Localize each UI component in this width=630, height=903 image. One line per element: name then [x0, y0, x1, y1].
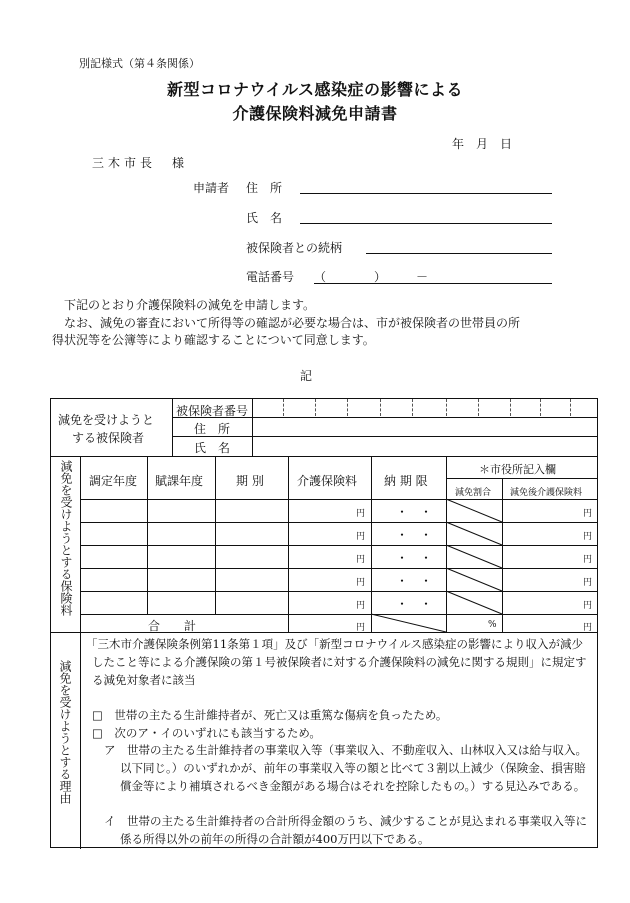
premium-yen-2: 円: [356, 532, 366, 542]
applicant-label: 申請者: [193, 181, 230, 195]
due-date-dots-3: ・ ・: [396, 551, 433, 565]
col-due-date: 納 期 限: [384, 474, 428, 488]
col-reduced-premium: 減免後介護保険料: [510, 488, 583, 498]
addressee: 三木市長 様: [92, 156, 189, 170]
phone-label: 電話番号: [246, 270, 295, 284]
insured-address-label: 住 所: [194, 422, 231, 436]
consent-sentence-line1: なお、減免の審査において所得等の確認が必要な場合は、市が被保険者の世帯員の所: [64, 316, 521, 330]
due-date-dots-1: ・ ・: [396, 505, 433, 519]
premium-yen-3: 円: [356, 555, 366, 565]
reduced-yen-3: 円: [583, 555, 593, 565]
ki-heading: 記: [300, 369, 313, 383]
premium-yen-5: 円: [356, 601, 366, 611]
due-date-dots-2: ・ ・: [396, 528, 433, 542]
reduced-yen-2: 円: [583, 532, 593, 542]
phone-format: （ ） －: [314, 270, 429, 284]
insured-name-label: 氏 名: [194, 441, 231, 455]
col-levy-year: 賦課年度: [155, 474, 204, 488]
request-sentence: 下記のとおり介護保険料の減免を申請します。: [64, 298, 316, 312]
reason-sub-i: イ 世帯の主たる生計維持者の合計所得金額のうち、減少することが見込まれる事業収入等に係る所得以外の前年の所得の合計額が400万円以下である。: [104, 814, 587, 846]
due-date-dots-5: ・ ・: [396, 597, 433, 611]
insured-number-label: 被保険者番号: [176, 404, 249, 418]
office-use-header: ＊市役所記入欄: [479, 463, 556, 476]
applicant-name-label: 氏 名: [246, 211, 283, 225]
col-assessment-year: 調定年度: [89, 474, 138, 488]
form-number-label: 別記様式（第４条関係）: [79, 57, 200, 70]
reason-option-1[interactable]: □ 世帯の主たる生計維持者が、死亡又は重篤な傷病を負ったため。: [92, 708, 448, 722]
insured-section-label-1: 減免を受けようと: [58, 413, 155, 427]
premium-side-label: 減免を受けようとする保険料: [59, 460, 73, 616]
insured-section-label-2: する被保険者: [72, 431, 145, 445]
date-field[interactable]: 年 月 日: [452, 137, 513, 151]
total-reduced-yen: 円: [583, 623, 593, 633]
reason-side-label: 減免を受けようとする理由: [58, 660, 72, 804]
total-label: 合 計: [148, 619, 197, 633]
applicant-address-label: 住 所: [246, 181, 283, 195]
reduced-yen-1: 円: [583, 509, 593, 519]
col-reduction-rate: 減免割合: [455, 488, 492, 498]
col-premium: 介護保険料: [297, 474, 358, 488]
reason-sub-a: ア 世帯の主たる生計維持者の事業収入等（事業収入、不動産収入、山林収入又は給与収入。以下同じ。）のいずれかが、前年の事業収入等の額と比べて３割以上減少（保険金、損害賠償金等により補填されるべき金額がある場合はそれを控除したもの。）する見込みである。: [104, 743, 587, 793]
premium-yen-1: 円: [356, 509, 366, 519]
reason-intro: 「三木市介護保険条例第11条第１項」及び「新型コロナウイルス感染症の影響により収入が減少したこと等による介護保険の第１号被保険者に対する介護保険料の減免に関する規則」に規定する減免対象者に該当: [86, 637, 587, 687]
document-title-line1: 新型コロナウイルス感染症の影響による: [166, 80, 464, 99]
total-yen: 円: [356, 623, 366, 633]
col-period: 期 別: [236, 474, 264, 488]
consent-sentence-line2: 得状況等を公簿等により確認することについて同意します。: [52, 333, 375, 347]
reduced-yen-5: 円: [583, 601, 593, 611]
reason-option-2[interactable]: □ 次のア・イのいずれにも該当するため。: [92, 726, 321, 740]
due-date-dots-4: ・ ・: [396, 574, 433, 588]
total-percent: %: [488, 620, 497, 630]
document-title-line2: 介護保険料減免申請書: [232, 104, 398, 123]
reduced-yen-4: 円: [583, 578, 593, 588]
relation-label: 被保険者との続柄: [246, 241, 343, 255]
premium-yen-4: 円: [356, 578, 366, 588]
